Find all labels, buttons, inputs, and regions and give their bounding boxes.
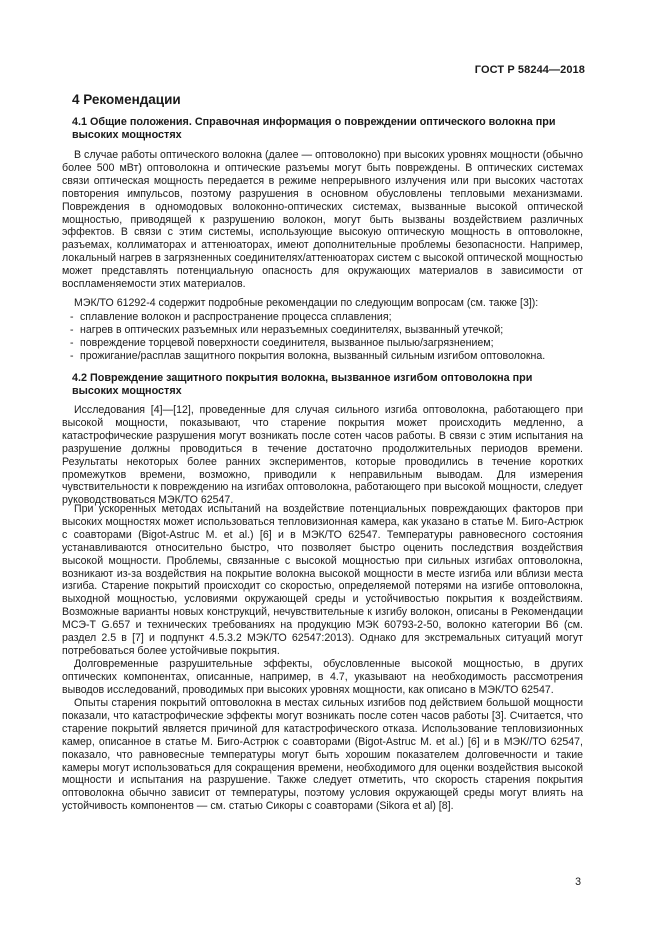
- list-item: - прожигание/расплав защитного покрытия волокна, вызванный сильным изгибом оптоволокна.: [70, 349, 546, 362]
- list-item-text: повреждение торцевой поверхности соединителя, вызванное пылью/загрязнением;: [80, 336, 494, 349]
- page-number: 3: [575, 876, 581, 888]
- paragraph: МЭК/ТО 61292-4 содержит подробные рекомендации по следующим вопросам (см. также [3]):: [74, 297, 539, 309]
- paragraph: В случае работы оптического волокна (далее — оптоволокно) при высоких уровнях мощности (обычно более 500 мВт) оптоволокна и оптические разъемы могут быть повреждены. В оптических системах связи оптическая мощность передается в режиме непрерывного излучения или при высоких частотах повторения импульсов, поэтому разрушения в основном обусловлены тепловыми механизмами. Повреждения в одномодовых волоконно-оптических системах, вызванные высокой оптической мощностью, приводящей к разрушению волокон, могут быть вызваны воздействием различных эффектов. В связи с этим системы, использующие высокую оптическую мощность в оптоволокне, разъемах, коллиматорах и аттенюаторах, имеют дополнительные проблемы безопасности. Например, локальный нагрев в загрязненных соединителях/аттенюаторах систем с высокой оптической мощностью может представлять потенциальную опасность для окружающих материалов в зависимости от воспламеняемости этих материалов.: [62, 149, 583, 291]
- recommendation-list: [62, 311, 592, 363]
- document-code: ГОСТ Р 58244—2018: [474, 64, 585, 76]
- list-item: - сплавление волокон и распространение процесса сплавления;: [70, 311, 392, 323]
- subsection-heading-4-1: 4.1 Общие положения. Справочная информация о повреждении оптического волокна при высоких мощностях: [72, 116, 556, 141]
- list-item-text: прожигание/расплав защитного покрытия волокна, вызванный сильным изгибом оптоволокна.: [80, 349, 546, 362]
- list-item: - нагрев в оптических разъемных или неразъемных соединителях, вызванный утечкой;: [70, 323, 504, 336]
- paragraph: При ускоренных методах испытаний на воздействие потенциальных повреждающих факторов при высоких мощностях может использоваться тепловизионная камера, как указано в статье М. Биго-Астрюк с соавторами (Bigot-Astruc M. et al.) [6] и в МЭК/ТО 62547. Температуры равновесного состояния устанавливаются относительно быстро, что позволяет быстро оценить последствия воздействия высокой мощности. Проблемы, связанные с высокой мощностью при сильных изгибах оптоволокна, возникают из-за воздействия на покрытие волокна высокой мощности в месте изгиба или вблизи места изгиба. Старение покрытий происходит со скоростью, определяемой потерями на изгибе оптоволокна, выходной мощностью, условиями окружающей среды и устойчивостью покрытия к воздействиям. Возможные варианты новых конструкций, нечувствительные к изгибу волокон, описаны в Рекомендации МСЭ-Т G.657 и технических требованиях на продукцию МЭК 60793-2-50, волокно категории B6 (см. раздел 2.5 в [7] и подпункт 4.5.3.2 МЭК/ТО 62547:2013). Однако для экстремальных ситуаций могут потребоваться более устойчивые покрытия.: [62, 503, 583, 657]
- paragraph: Долговременные разрушительные эффекты, обусловленные высокой мощностью, в других оптических компонентах, описанные, например, в 4.7, указывают на необходимость рассмотрения выводов исследований, проводимых при высоких уровнях мощности, как описано в МЭК/ТО 62547.: [62, 658, 583, 696]
- list-item-text: нагрев в оптических разъемных или неразъемных соединителях, вызванный утечкой;: [80, 323, 504, 336]
- subsection-heading-4-2: 4.2 Повреждение защитного покрытия волокна, вызванное изгибом оптоволокна при высоких мощностях: [72, 372, 533, 397]
- paragraph: Исследования [4]—[12], проведенные для случая сильного изгиба оптоволокна, работающего при высокой мощности, показывают, что старение покрытия может происходить медленно, а катастрофические разрушения могут возникать после сотен часов работы. В связи с этим испытания на разрушение должны проводиться в течение достаточно продолжительных периодов времени. Результаты некоторых более ранних экспериментов, которые проводились в течение коротких промежутков времени, возможно, приводили к неправильным выводам. Для измерения чувствительности к повреждению на изгибах оптоволокна, работающего при высокой мощности, следует руководствоваться МЭК/ТО 62547.: [62, 404, 583, 507]
- list-item-text: сплавление волокон и распространение процесса сплавления;: [80, 311, 392, 323]
- list-item: - повреждение торцевой поверхности соединителя, вызванное пылью/загрязнением;: [70, 336, 494, 349]
- paragraph: Опыты старения покрытий оптоволокна в местах сильных изгибов под действием большой мощности показали, что катастрофические эффекты могут возникать после сотен часов работы [3]. Считается, что старение покрытий является причиной для катастрофического отказа. Использование тепловизионных камер, описанное в статье М. Биго-Астрюк с соавторами (Bigot-Astruc M. et al.) [6] и в МЭК//ТО 62547, показало, что равновесные температуры могут быть хорошим показателем долговечности и такие камеры могут использоваться для сокращения времени, необходимого для оценки воздействия высокой мощности и испытания на разрушение. Также следует отметить, что скорость старения покрытия оптоволокна обычно зависит от температуры, поэтому условия окружающей среды могут влиять на устойчивость компонентов — см. статью Сикоры с соавторами (Sikora et al) [8].: [62, 697, 583, 813]
- section-heading: 4 Рекомендации: [72, 92, 181, 107]
